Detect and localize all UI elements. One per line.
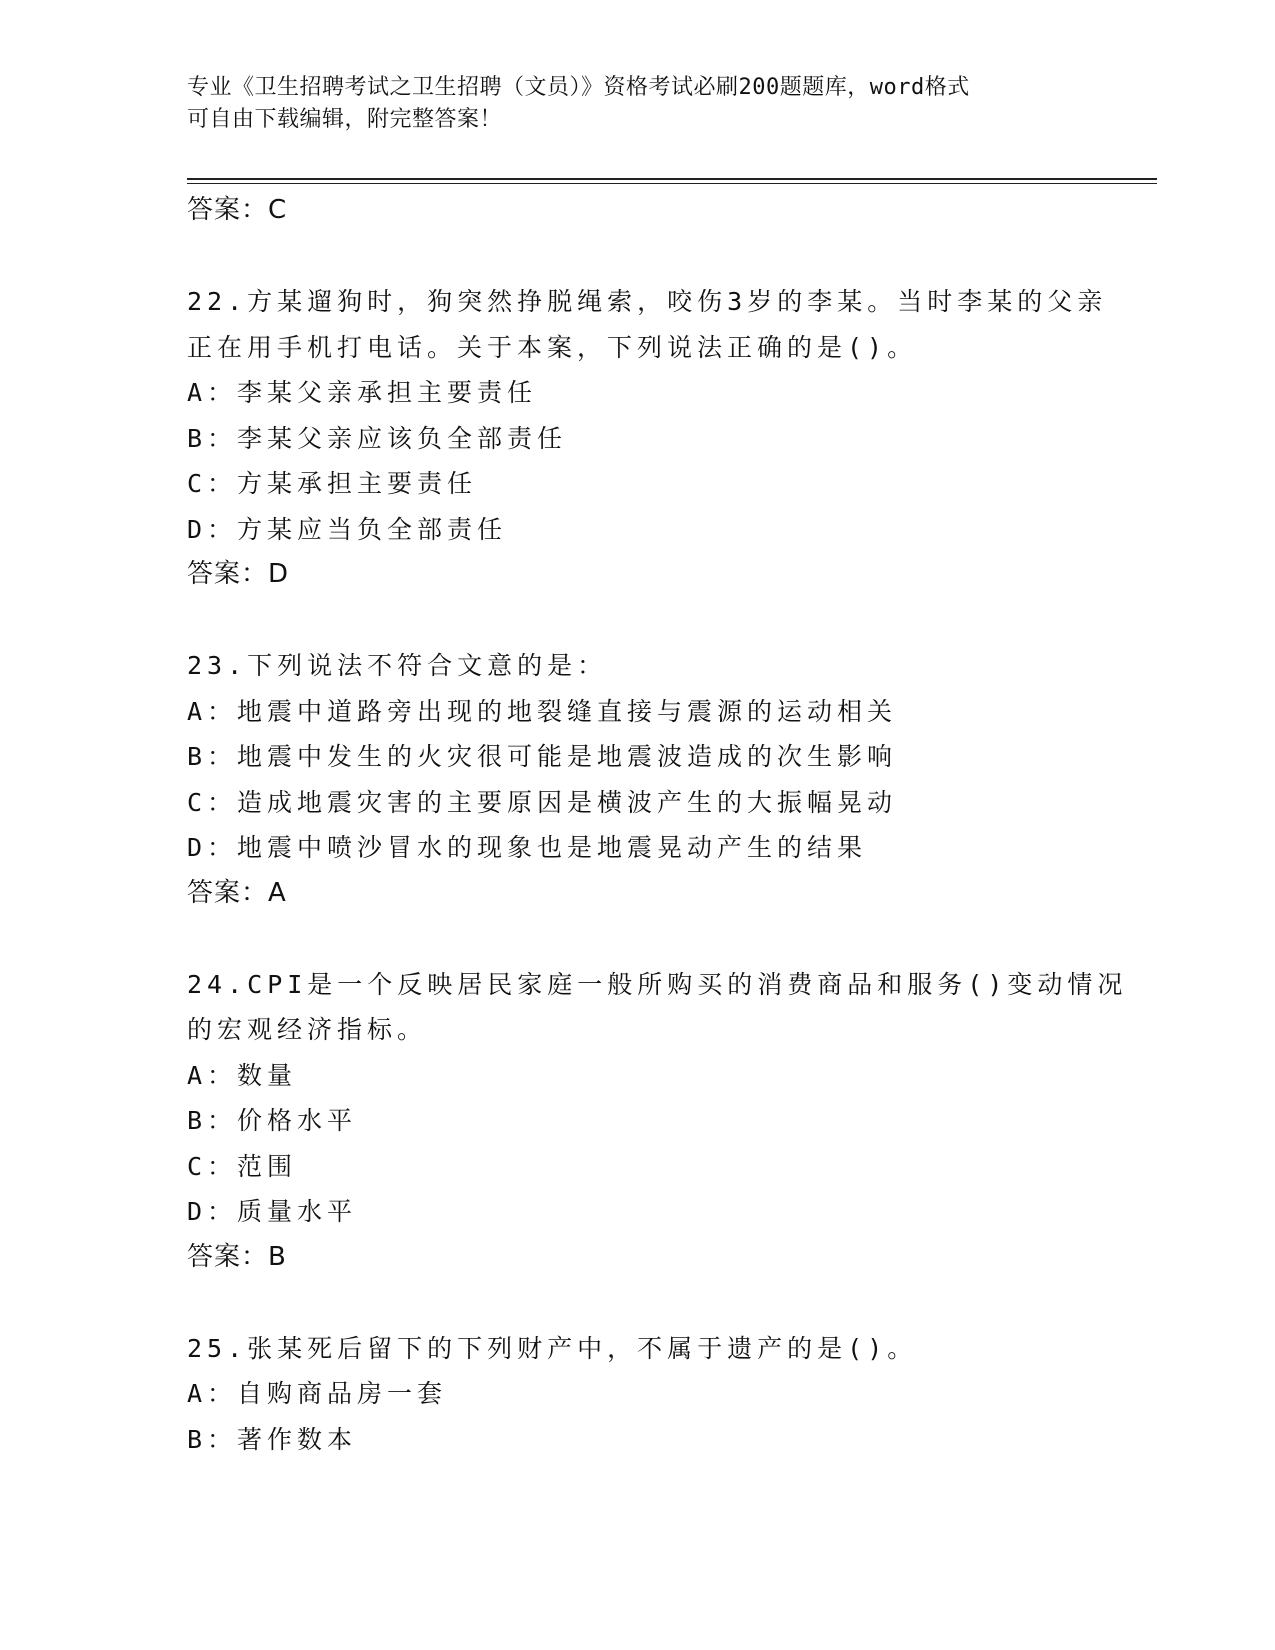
answer: 答案：A xyxy=(187,877,287,908)
question-22 xyxy=(187,279,1108,598)
spacer xyxy=(187,234,1087,280)
question-list xyxy=(187,188,1128,1462)
question-stem: 正在用手机打电话。关于本案，下列说法正确的是()。 xyxy=(187,332,918,362)
header-line-1: 专业《卫生招聘考试之卫生招聘（文员）》资格考试必刷200题题库，word格式 xyxy=(187,75,970,100)
spacer xyxy=(187,598,1087,644)
question-24 xyxy=(187,962,1128,1281)
option-d: D：方某应当负全部责任 xyxy=(187,514,508,544)
question-stem: 23.下列说法不符合文意的是： xyxy=(187,651,608,680)
spacer xyxy=(187,916,1087,962)
header-divider-thin xyxy=(187,183,1157,184)
previous-answer: 答案：C xyxy=(187,195,288,225)
option-b: B：价格水平 xyxy=(187,1106,358,1135)
option-b: B：著作数本 xyxy=(187,1424,358,1454)
document-header xyxy=(187,72,1087,136)
option-a: A：数量 xyxy=(187,1060,298,1090)
spacer xyxy=(187,1280,1087,1326)
option-c: C：方某承担主要责任 xyxy=(187,469,478,498)
option-b: B：李某父亲应该负全部责任 xyxy=(187,423,568,453)
option-c: C：造成地震灾害的主要原因是横波产生的大振幅晃动 xyxy=(187,787,898,817)
question-stem: 25.张某死后留下的下列财产中，不属于遗产的是()。 xyxy=(187,1333,918,1363)
header-line-2: 可自由下载编辑，附完整答案！ xyxy=(187,107,503,132)
option-b: B：地震中发生的火灾很可能是地震波造成的次生影响 xyxy=(187,742,898,771)
option-c: C：范围 xyxy=(187,1151,298,1181)
question-25 xyxy=(187,1326,1087,1463)
question-23 xyxy=(187,643,1087,916)
option-d: D：质量水平 xyxy=(187,1197,358,1226)
question-stem: 24.CPI是一个反映居民家庭一般所购买的消费商品和服务()变动情况 xyxy=(187,969,1128,999)
answer: 答案：B xyxy=(187,1241,287,1272)
option-a: A：李某父亲承担主要责任 xyxy=(187,378,538,407)
option-d: D：地震中喷沙冒水的现象也是地震晃动产生的结果 xyxy=(187,833,868,862)
header-divider-thick xyxy=(187,178,1157,180)
question-stem: 22.方某遛狗时，狗突然挣脱绳索，咬伤3岁的李某。当时李某的父亲 xyxy=(187,287,1108,316)
option-a: A：自购商品房一套 xyxy=(187,1379,448,1408)
option-a: A：地震中道路旁出现的地裂缝直接与震源的运动相关 xyxy=(187,696,898,726)
question-stem: 的宏观经济指标。 xyxy=(187,1015,428,1044)
answer: 答案：D xyxy=(187,559,290,589)
